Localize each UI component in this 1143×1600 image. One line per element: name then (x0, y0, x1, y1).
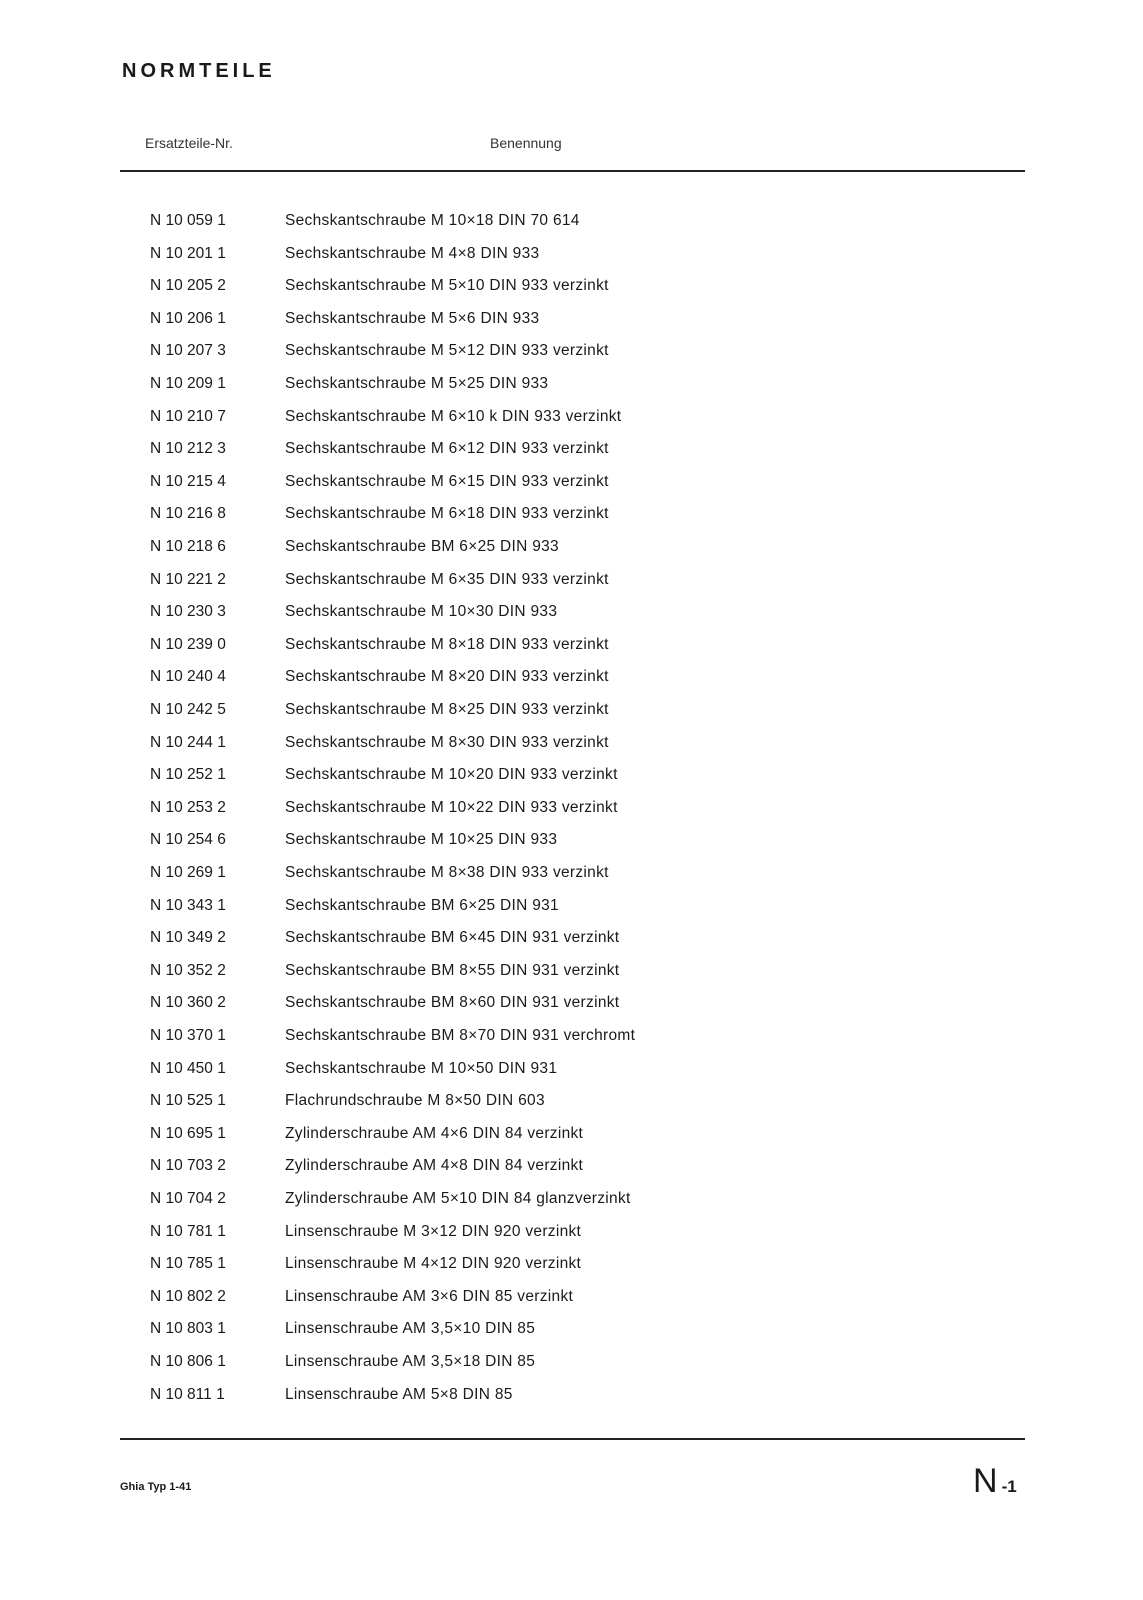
part-number: N 10 230 3 (150, 603, 226, 620)
part-name: Sechskantschraube M 10×25 DIN 933 (285, 831, 558, 848)
part-number: N 10 207 3 (150, 342, 226, 359)
part-number: N 10 704 2 (150, 1190, 226, 1207)
part-number: N 10 254 6 (150, 831, 226, 848)
part-number: N 10 450 1 (150, 1060, 226, 1077)
part-name: Sechskantschraube M 8×38 DIN 933 verzinkt (285, 864, 609, 881)
table-row (0, 1155, 1143, 1179)
footer-divider (120, 1438, 1025, 1440)
table-row (0, 634, 1143, 658)
table-row (0, 927, 1143, 951)
part-name: Sechskantschraube M 6×12 DIN 933 verzinkt (285, 440, 609, 457)
part-name: Sechskantschraube M 10×18 DIN 70 614 (285, 212, 580, 229)
part-name: Zylinderschraube AM 4×6 DIN 84 verzinkt (285, 1125, 584, 1142)
table-row (0, 1253, 1143, 1277)
part-name: Sechskantschraube BM 8×60 DIN 931 verzinkt (285, 994, 620, 1011)
part-number: N 10 352 2 (150, 962, 226, 979)
part-name: Sechskantschraube M 4×8 DIN 933 (285, 245, 540, 262)
part-number: N 10 349 2 (150, 929, 226, 946)
table-row (0, 797, 1143, 821)
part-number: N 10 205 2 (150, 277, 226, 294)
part-number: N 10 343 1 (150, 897, 226, 914)
part-number: N 10 244 1 (150, 734, 226, 751)
table-row (0, 1058, 1143, 1082)
part-name: Linsenschraube M 3×12 DIN 920 verzinkt (285, 1223, 582, 1240)
table-row (0, 699, 1143, 723)
part-name: Linsenschraube AM 3,5×18 DIN 85 (285, 1353, 536, 1370)
part-number: N 10 253 2 (150, 799, 226, 816)
table-row (0, 275, 1143, 299)
table-row (0, 503, 1143, 527)
part-name: Sechskantschraube BM 6×45 DIN 931 verzinkt (285, 929, 620, 946)
part-name: Sechskantschraube M 5×25 DIN 933 (285, 375, 549, 392)
part-number: N 10 806 1 (150, 1353, 226, 1370)
table-row (0, 1221, 1143, 1245)
part-name: Sechskantschraube M 5×6 DIN 933 (285, 310, 540, 327)
part-number: N 10 059 1 (150, 212, 226, 229)
part-name: Sechskantschraube BM 6×25 DIN 933 (285, 538, 559, 555)
footer-model: Ghia Typ 1-41 (120, 1481, 192, 1493)
part-name: Zylinderschraube AM 5×10 DIN 84 glanzverzinkt (285, 1190, 631, 1207)
table-row (0, 536, 1143, 560)
table-row (0, 601, 1143, 625)
table-row (0, 438, 1143, 462)
part-name: Sechskantschraube M 6×18 DIN 933 verzinkt (285, 505, 609, 522)
page-letter: N (973, 1462, 998, 1500)
part-number: N 10 206 1 (150, 310, 226, 327)
table-row (0, 1384, 1143, 1408)
part-number: N 10 803 1 (150, 1320, 226, 1337)
table-row (0, 308, 1143, 332)
table-row (0, 960, 1143, 984)
table-row (0, 895, 1143, 919)
column-header-name: Benennung (490, 135, 562, 151)
part-number: N 10 240 4 (150, 668, 226, 685)
part-name: Sechskantschraube M 8×30 DIN 933 verzinkt (285, 734, 609, 751)
part-name: Sechskantschraube M 8×18 DIN 933 verzinkt (285, 636, 609, 653)
header-divider (120, 170, 1025, 172)
part-name: Sechskantschraube BM 8×55 DIN 931 verzinkt (285, 962, 620, 979)
part-number: N 10 218 6 (150, 538, 226, 555)
table-row (0, 243, 1143, 267)
table-row (0, 340, 1143, 364)
table-row (0, 1123, 1143, 1147)
part-number: N 10 221 2 (150, 571, 226, 588)
part-number: N 10 269 1 (150, 864, 226, 881)
table-row (0, 992, 1143, 1016)
table-row (0, 1090, 1143, 1114)
table-row (0, 1318, 1143, 1342)
part-number: N 10 201 1 (150, 245, 226, 262)
table-row (0, 1188, 1143, 1212)
part-number: N 10 370 1 (150, 1027, 226, 1044)
part-number: N 10 802 2 (150, 1288, 226, 1305)
page-title: NORMTEILE (122, 60, 276, 82)
table-row (0, 732, 1143, 756)
table-row (0, 569, 1143, 593)
part-number: N 10 209 1 (150, 375, 226, 392)
part-number: N 10 811 1 (150, 1386, 225, 1403)
part-number: N 10 215 4 (150, 473, 226, 490)
table-row (0, 764, 1143, 788)
part-name: Sechskantschraube M 5×12 DIN 933 verzinkt (285, 342, 609, 359)
table-row (0, 1351, 1143, 1375)
part-number: N 10 360 2 (150, 994, 226, 1011)
page-number-value: -1 (1001, 1477, 1017, 1496)
part-name: Sechskantschraube M 8×20 DIN 933 verzinkt (285, 668, 609, 685)
part-number: N 10 785 1 (150, 1255, 226, 1272)
part-name: Sechskantschraube M 8×25 DIN 933 verzinkt (285, 701, 609, 718)
part-number: N 10 216 8 (150, 505, 226, 522)
table-row (0, 1286, 1143, 1310)
part-name: Linsenschraube M 4×12 DIN 920 verzinkt (285, 1255, 582, 1272)
part-name: Sechskantschraube M 10×30 DIN 933 (285, 603, 558, 620)
part-number: N 10 252 1 (150, 766, 226, 783)
table-row (0, 373, 1143, 397)
part-number: N 10 212 3 (150, 440, 226, 457)
table-row (0, 862, 1143, 886)
part-name: Sechskantschraube M 6×15 DIN 933 verzinkt (285, 473, 609, 490)
part-name: Zylinderschraube AM 4×8 DIN 84 verzinkt (285, 1157, 584, 1174)
part-name: Sechskantschraube BM 6×25 DIN 931 (285, 897, 559, 914)
table-row (0, 210, 1143, 234)
part-number: N 10 781 1 (150, 1223, 226, 1240)
part-name: Sechskantschraube M 10×50 DIN 931 (285, 1060, 558, 1077)
part-name: Sechskantschraube M 6×10 k DIN 933 verzinkt (285, 408, 622, 425)
part-name: Linsenschraube AM 3,5×10 DIN 85 (285, 1320, 536, 1337)
part-name: Sechskantschraube M 6×35 DIN 933 verzinkt (285, 571, 609, 588)
part-number: N 10 239 0 (150, 636, 226, 653)
part-number: N 10 525 1 (150, 1092, 226, 1109)
part-name: Linsenschraube AM 3×6 DIN 85 verzinkt (285, 1288, 574, 1305)
table-row (0, 406, 1143, 430)
part-number: N 10 210 7 (150, 408, 226, 425)
table-row (0, 471, 1143, 495)
part-number: N 10 703 2 (150, 1157, 226, 1174)
part-number: N 10 242 5 (150, 701, 226, 718)
column-header-part-number: Ersatzteile-Nr. (145, 135, 233, 151)
table-row (0, 1025, 1143, 1049)
part-name: Sechskantschraube BM 8×70 DIN 931 verchromt (285, 1027, 636, 1044)
part-name: Sechskantschraube M 10×22 DIN 933 verzinkt (285, 799, 618, 816)
part-name: Sechskantschraube M 5×10 DIN 933 verzinkt (285, 277, 609, 294)
part-name: Sechskantschraube M 10×20 DIN 933 verzinkt (285, 766, 618, 783)
table-row (0, 829, 1143, 853)
part-name: Flachrundschraube M 8×50 DIN 603 (285, 1092, 545, 1109)
part-name: Linsenschraube AM 5×8 DIN 85 (285, 1386, 513, 1403)
page-number (973, 1462, 1017, 1501)
table-row (0, 666, 1143, 690)
part-number: N 10 695 1 (150, 1125, 226, 1142)
